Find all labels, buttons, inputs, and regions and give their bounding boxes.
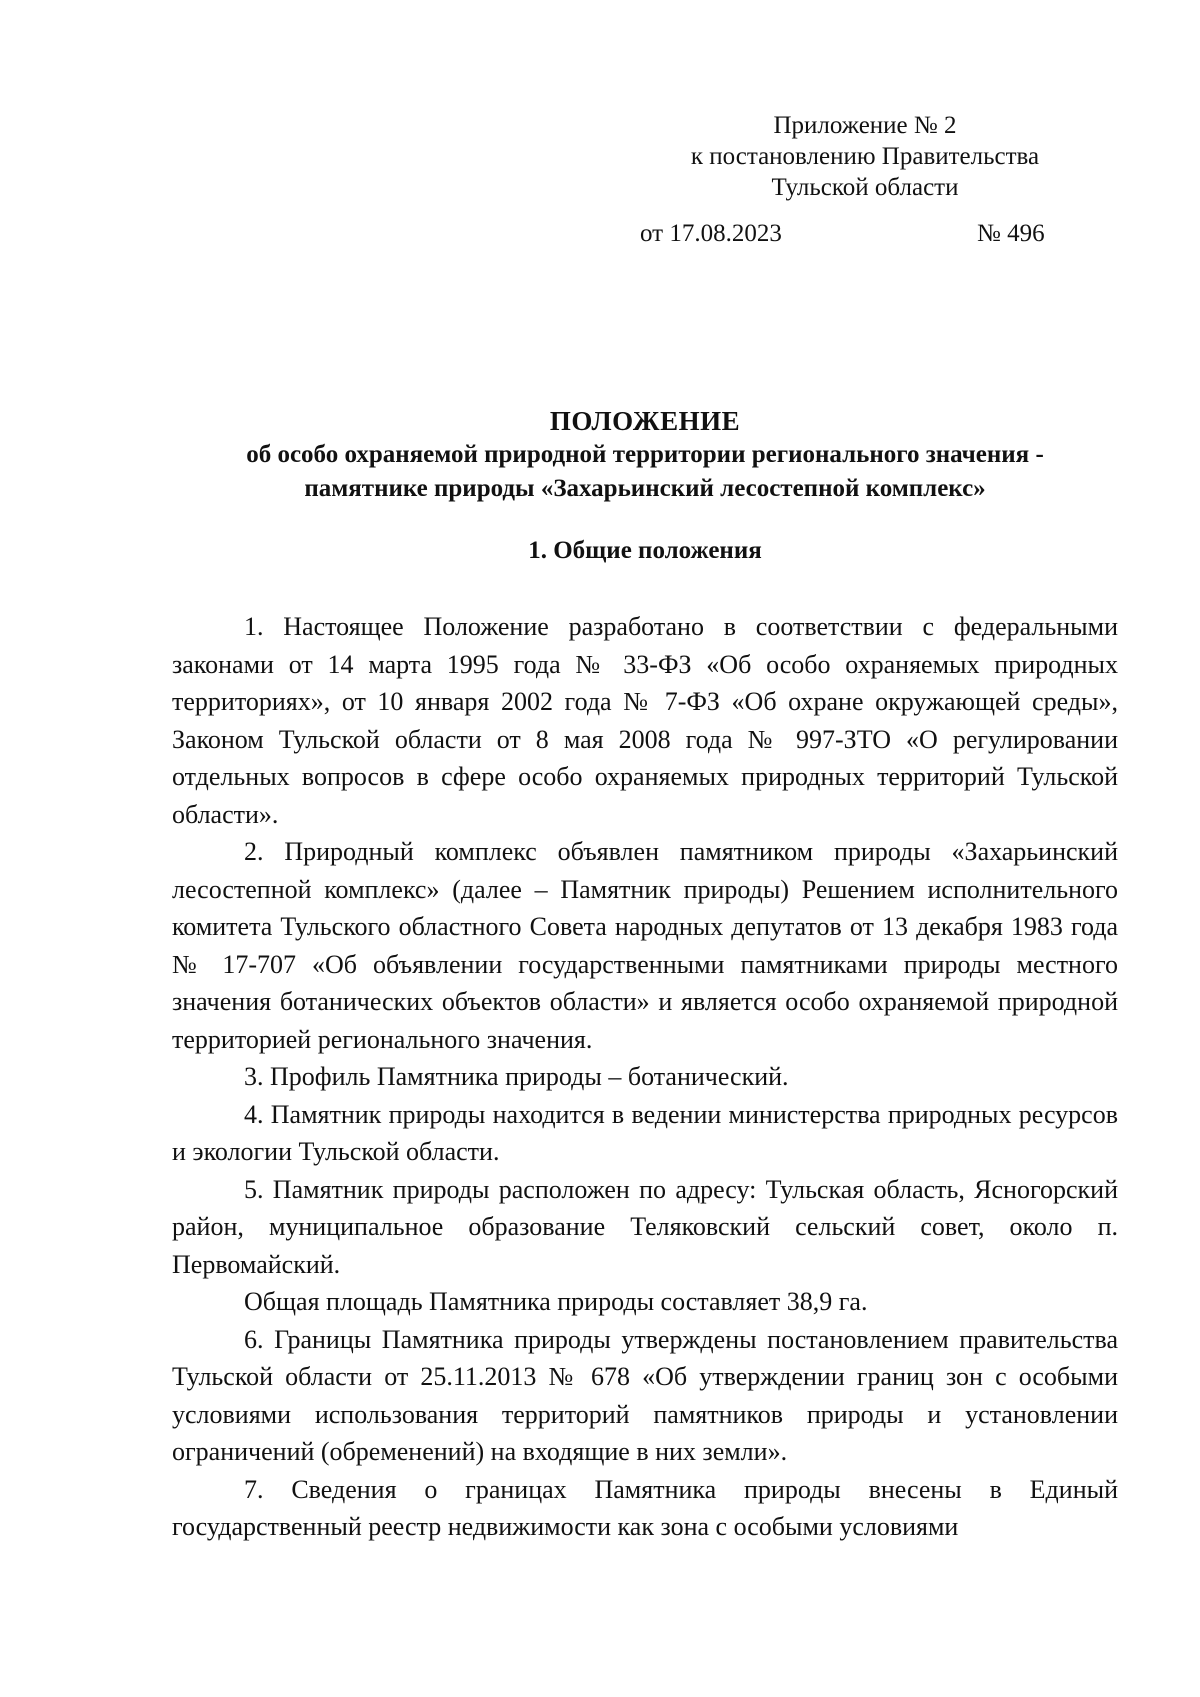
document-title — [170, 404, 1120, 506]
paragraph-7: 7. Сведения о границах Памятника природы внесены в Единый государственный реестр недвижимости как зона с особыми условиями — [172, 1474, 1118, 1541]
title-main: ПОЛОЖЕНИЕ — [549, 406, 741, 436]
paragraph-2: 2. Природный комплекс объявлен памятником природы «Захарьинский лесостепной комплекс» (далее – Памятник природы) Решением исполнительного комитета Тульского областного Совета народных депутатов от 13 декабря 1983 года № 17-707 «Об объявлении государственными памятниками природы местного значения ботанических объектов области» и является особо охраняемой природной территорией регионального значения. — [172, 837, 1118, 1054]
title-subtitle-line1: об особо охраняемой природной территории регионального значения - — [246, 441, 1044, 468]
paragraph-5: 5. Памятник природы расположен по адресу: Тульская область, Ясногорский район, муниципальное образование Теляковский сельский совет, около п. Первомайский. — [172, 1174, 1118, 1279]
paragraph-area: Общая площадь Памятника природы составляет 38,9 га. — [244, 1287, 868, 1316]
appendix-number: Приложение № 2 — [773, 112, 957, 139]
appendix-region: Тульской области — [771, 174, 959, 201]
document-body — [172, 608, 1118, 1546]
resolution-number: № 496 — [977, 220, 1045, 247]
appendix-header — [655, 110, 1075, 203]
section-heading: 1. Общие положения — [528, 537, 762, 564]
paragraph-3: 3. Профиль Памятника природы – ботанический. — [244, 1062, 789, 1091]
appendix-resolution-ref: к постановлению Правительства — [690, 143, 1040, 170]
resolution-date: от 17.08.2023 — [640, 220, 782, 247]
paragraph-4: 4. Памятник природы находится в ведении министерства природных ресурсов и экологии Тульской области. — [172, 1099, 1118, 1166]
paragraph-6: 6. Границы Памятника природы утверждены постановлением правительства Тульской области от 25.11.2013 № 678 «Об утверждении границ зон с особыми условиями использования территорий памятников природы и установлении ограничений (обременений) на входящие в них земли». — [172, 1324, 1118, 1466]
title-subtitle-line2: памятнике природы «Захарьинский лесостепной комплекс» — [304, 475, 986, 502]
paragraph-1: 1. Настоящее Положение разработано в соответствии с федеральными законами от 14 марта 1995 года № 33-ФЗ «Об особо охраняемых природных территориях», от 10 января 2002 года № 7-ФЗ «Об охране окружающей среды», Законом Тульской области от 8 мая 2008 года № 997-ЗТО «О регулировании отдельных вопросов в сфере особо охраняемых природных территорий Тульской области». — [172, 612, 1118, 829]
